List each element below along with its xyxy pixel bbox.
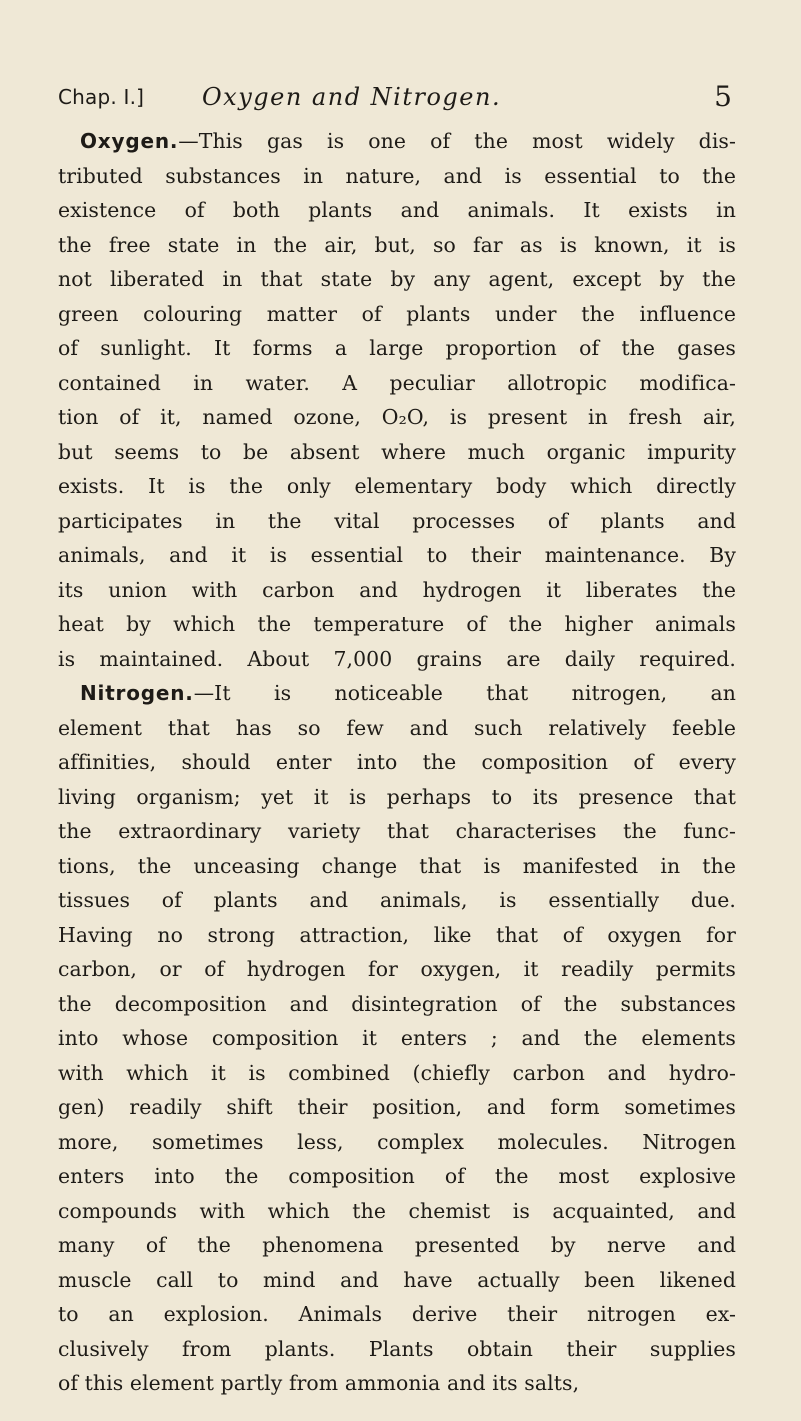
text-line: its union with carbon and hydrogen it liberates the [58,577,736,602]
text-line: Having no strong attraction, like that of oxygen for [58,922,736,947]
text-line: is maintained. About 7,000 grains are daily required. [58,646,736,671]
text-line: more, sometimes less, complex molecules. Nitrogen [58,1129,736,1154]
paragraph-nitrogen [58,676,736,1401]
book-page [58,72,736,1401]
body-text [58,124,736,1401]
text-line: tions, the unceasing change that is manifested in the [58,853,736,878]
text-line: enters into the composition of the most explosive [58,1164,736,1188]
text-line: of this element partly from ammonia and its salts, [58,1371,580,1395]
paragraph-heading-nitrogen: Nitrogen. [80,681,194,705]
text-line: to an explosion. Animals derive their nitrogen ex- [58,1302,736,1326]
text-line: Oxygen.—This gas is one of the most widely dis- [80,129,736,153]
chapter-label: Chap. I.] [58,85,145,109]
text-line: compounds with which the chemist is acquainted, and [58,1198,736,1223]
text-line: participates in the vital processes of plants and [58,508,736,533]
text-line: Nitrogen.—It is noticeable that nitrogen, an [80,681,736,705]
text-line: the free state in the air, but, so far as is known, it is [58,232,736,257]
text-line: with which it is combined (chiefly carbon and hydro- [58,1060,736,1085]
text-line: into whose composition it enters ; and the elements [58,1026,736,1050]
text-line: animals, and it is essential to their maintenance. By [58,543,736,567]
text-line: contained in water. A peculiar allotropic modifica- [58,370,736,395]
text-line: of sunlight. It forms a large proportion of the gases [58,336,736,360]
text-line: green colouring matter of plants under the influence [58,301,736,326]
text-line: gen) readily shift their position, and form sometimes [58,1095,736,1119]
text-line: exists. It is the only elementary body which directly [58,474,736,498]
running-head [58,72,736,122]
paragraph-heading-oxygen: Oxygen. [80,129,179,153]
text-line: element that has so few and such relatively feeble [58,715,736,740]
text-line: tissues of plants and animals, is essentially due. [58,888,736,912]
text-line: tributed substances in nature, and is essential to the [58,163,736,188]
running-title: Oxygen and Nitrogen. [202,83,502,111]
text-line: the extraordinary variety that characterises the func- [58,819,736,843]
paragraph-oxygen [58,124,736,676]
text-line: the decomposition and disintegration of the substances [58,991,736,1016]
text-line: many of the phenomena presented by nerve and [58,1233,736,1257]
text-line: clusively from plants. Plants obtain their supplies [58,1336,736,1361]
text-line: living organism; yet it is perhaps to its presence that [58,784,736,809]
text-line: existence of both plants and animals. It exists in [58,198,736,222]
text-line: tion of it, named ozone, O₂O, is present in fresh air, [58,405,736,429]
text-line: muscle call to mind and have actually been likened [58,1267,736,1292]
text-line: affinities, should enter into the composition of every [58,750,736,774]
text-line: not liberated in that state by any agent, except by the [58,267,736,291]
text-line: carbon, or of hydrogen for oxygen, it readily permits [58,957,736,981]
text-line: but seems to be absent where much organic impurity [58,439,736,464]
page-number: 5 [714,80,732,113]
text-line: heat by which the temperature of the higher animals [58,612,736,636]
